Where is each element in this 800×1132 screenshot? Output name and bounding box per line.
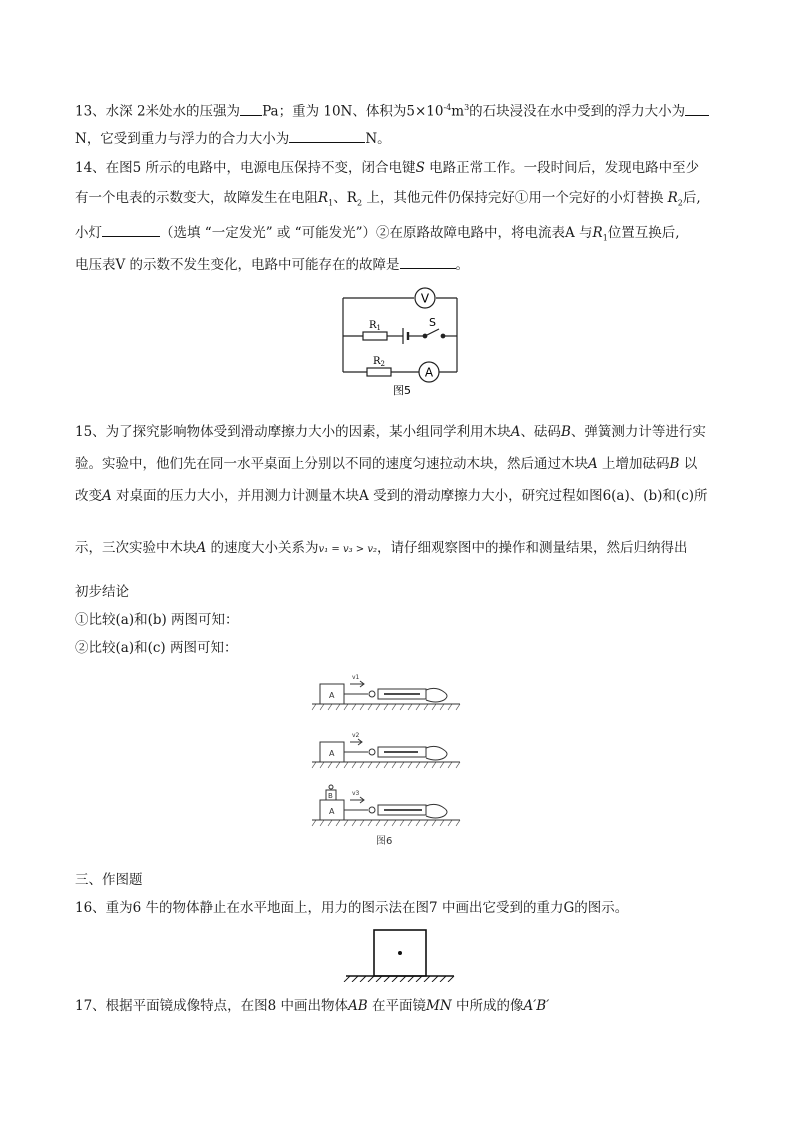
q14-r-symbol: R	[318, 190, 329, 206]
q14-line-1	[75, 158, 699, 178]
q15-line-7: ②比较(a)和(c) 两图可知：	[75, 640, 238, 656]
q13-blank-pressure[interactable]	[240, 101, 262, 116]
q14-text: 14、在图5 所示的电路中，电源电压保持不变，闭合电键	[75, 160, 416, 176]
q13-blank-net-force[interactable]	[289, 128, 365, 143]
velocity-label-2: v2	[352, 732, 360, 739]
q14-text: 有一个电表的示数变大，故障发生在电阻	[75, 190, 318, 206]
q17-symbol: A′B′	[523, 998, 550, 1014]
q17-text-part: 17、根据平面镜成像特点，在图8 中画出物体	[75, 998, 349, 1014]
q14-subscript: 2	[356, 198, 363, 208]
q15-line-3	[75, 486, 708, 506]
q13-exponent: -4	[443, 103, 452, 112]
q17-text-part: 中所成的像	[451, 998, 524, 1014]
q14-text: 位置互换后,	[607, 225, 680, 241]
velocity-label-3: v3	[352, 790, 360, 797]
q14-text: 上，其他元件仍保持完好①用一个完好的小灯替换	[362, 190, 668, 206]
q17-symbol: MN	[426, 998, 452, 1014]
r2-label: $R_2$	[373, 356, 385, 368]
q14-text: 电路正常工作。一段时间后，发现电路中至少	[424, 160, 700, 176]
figure-6-friction	[310, 668, 470, 848]
q15-text: 验。实验中，他们先在同一水平桌面上分别以不同的速度匀速拉动木块，然后通过木块	[75, 456, 588, 472]
q15-text: 示，三次实验中木块	[75, 540, 197, 556]
q14-text: 后,	[682, 190, 701, 206]
q13-text: 13、水深 2米处水的压强为	[75, 103, 241, 120]
q14-subscript: 2	[677, 198, 683, 208]
q14-text: 小灯	[75, 225, 102, 241]
block-a-label-c: A	[329, 807, 335, 816]
q15-text: 的速度大小关系为	[206, 540, 319, 556]
switch-label: S	[429, 316, 436, 329]
q17-text-part: 在平面镜	[367, 998, 427, 1014]
q14-switch-symbol: S	[415, 160, 425, 176]
voltmeter-label: V	[420, 291, 430, 306]
q13-line-1	[75, 98, 709, 122]
q13-text: Pa；重为 10N、体积为5×10	[262, 103, 444, 120]
figure-7-box-on-ground	[340, 926, 460, 982]
q14-line-2	[75, 188, 701, 214]
q15-symbol: A	[102, 488, 112, 504]
q14-r-symbol: R	[667, 190, 678, 206]
q14-blank-fault[interactable]	[400, 254, 456, 269]
q15-text: 、弹簧测力计等进行实	[570, 424, 706, 440]
q14-subscript: 1	[602, 233, 608, 243]
q15-text: 对桌面的压力大小，并用测力计测量木块A 受到的滑动摩擦力大小，研究过程如图6(a)、(b)和(c)所	[111, 488, 708, 504]
figure-5-caption: 图5	[393, 384, 411, 396]
figure-6-caption: 图6	[376, 836, 393, 847]
q15-velocity-relation: v₁ = v₃ > v₂	[318, 544, 377, 555]
block-a-label-a: A	[329, 691, 335, 700]
q15-text: 上增加砝码	[597, 456, 670, 472]
q14-text: 、R	[333, 190, 357, 206]
q13-text: 的石块浸没在水中受到的浮力大小为	[469, 103, 686, 120]
q16-text: 16、重为6 牛的物体静止在水平地面上，用力的图示法在图7 中画出它受到的重力G的图示。	[75, 900, 629, 916]
r1-label: $R_1$	[369, 320, 381, 332]
q13-text: N。	[365, 131, 391, 147]
q13-blank-buoyancy[interactable]	[685, 101, 709, 116]
q13-unit: m	[451, 103, 465, 120]
q14-text: 电压表V 的示数不发生变化，电路中可能存在的故障是	[75, 257, 400, 273]
q17-text	[75, 996, 549, 1016]
ammeter-label: A	[424, 365, 434, 380]
center-of-mass-dot	[398, 951, 402, 955]
q15-symbol: B	[560, 424, 571, 440]
q15-line-5: 初步结论	[75, 584, 129, 600]
q14-blank-lamp[interactable]	[102, 222, 160, 237]
q14-r-symbol: R	[592, 225, 603, 241]
q14-line-4	[75, 254, 469, 275]
q15-text: 15、为了探究影响物体受到滑动摩擦力大小的因素，某小组同学利用木块	[75, 424, 511, 440]
q14-subscript: 1	[328, 198, 334, 208]
q15-symbol: A	[510, 424, 521, 440]
q13-text: N，它受到重力与浮力的合力大小为	[75, 131, 290, 147]
figure-6c	[312, 785, 460, 826]
q15-line-4	[75, 538, 688, 560]
q14-text: （选填 “一定发光” 或 “可能发光”）②在原路故障电路中，将电流表A 与	[160, 225, 593, 241]
q14-line-3	[75, 222, 680, 249]
q13-exponent: 3	[464, 103, 470, 112]
q15-text: 改变	[75, 488, 102, 504]
q15-line-6: ①比较(a)和(b) 两图可知：	[75, 612, 239, 628]
q15-symbol: A	[196, 540, 207, 556]
q15-text: 以	[679, 456, 698, 472]
block-a-label-b: A	[329, 749, 335, 758]
q14-text: 。	[455, 257, 470, 273]
q15-text: 、砝码	[520, 424, 561, 440]
q13-line-2	[75, 128, 391, 149]
figure-5-circuit	[335, 286, 465, 396]
velocity-label-1: v1	[352, 674, 360, 681]
weight-b-label: B	[328, 792, 333, 800]
q15-symbol: B	[669, 456, 680, 472]
q15-symbol: A	[588, 456, 598, 472]
q15-line-1	[75, 422, 706, 442]
q15-text: ，请仔细观察图中的操作和测量结果，然后归纳得出	[377, 540, 688, 556]
q15-line-2	[75, 454, 697, 474]
section-3-heading: 三、作图题	[75, 872, 143, 888]
q17-symbol: AB	[348, 998, 368, 1014]
